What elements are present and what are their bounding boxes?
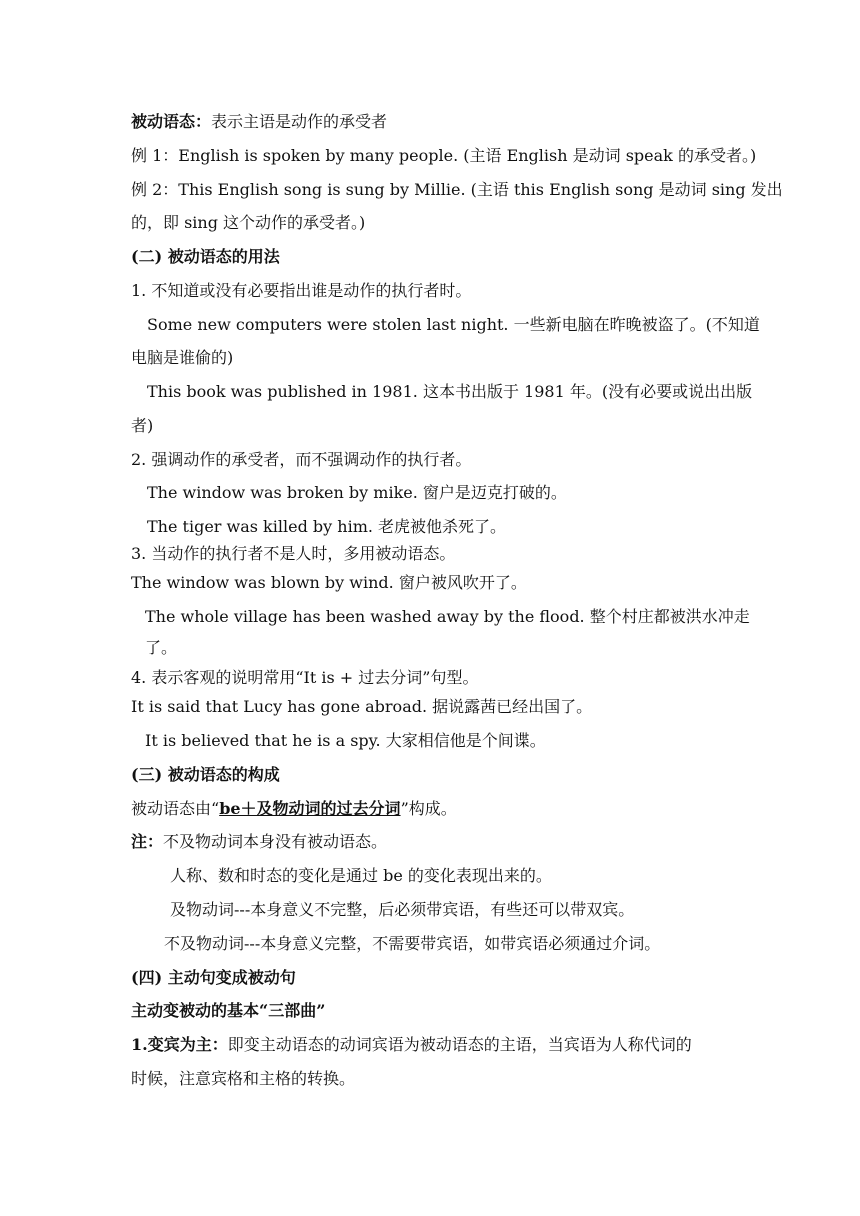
note-4: 不及物动词---本身意义完整，不需要带宾语，如带宾语必须通过介词。 xyxy=(164,934,661,953)
step-1-text: 即变主动语态的动词宾语为被动语态的主语，当宾语为人称代词的 xyxy=(227,1035,692,1054)
note-3: 及物动词---本身意义不完整，后必须带宾语，有些还可以带双宾。 xyxy=(170,900,635,919)
usage-3-example-1: The window was blown by wind. 窗户被风吹开了。 xyxy=(131,573,527,592)
step-1-line-2: 时候，注意宾格和主格的转换。 xyxy=(131,1069,356,1088)
usage-2: 2. 强调动作的承受者，而不强调动作的执行者。 xyxy=(131,450,472,469)
usage-2-example-1: The window was broken by mike. 窗户是迈克打破的。 xyxy=(147,483,567,502)
note-2: 人称、数和时态的变化是通过 be 的变化表现出来的。 xyxy=(170,866,552,885)
section-2-title: (二) 被动语态的用法 xyxy=(131,247,280,266)
definition-title: 被动语态： xyxy=(131,112,212,131)
note-text: 不及物动词本身没有被动语态。 xyxy=(163,832,388,851)
definition-line xyxy=(131,111,731,133)
note-label: 注： xyxy=(131,832,164,851)
usage-1-example-2-line-1: This book was published in 1981. 这本书出版于 1981 年。(没有必要或说出出版 xyxy=(147,382,753,401)
example-1: 例 1：English is spoken by many people. (主语 English 是动词 speak 的承受者。) xyxy=(131,146,757,165)
step-1-label: 1.变宾为主： xyxy=(131,1035,228,1054)
formation-prefix: 被动语态由“ xyxy=(131,799,220,818)
example-2-line-1: 例 2：This English song is sung by Millie. (主语 this English song 是动词 sing 发出 xyxy=(131,180,783,199)
formation-suffix: ”构成。 xyxy=(400,799,457,818)
usage-4-example-1: It is said that Lucy has gone abroad. 据说露茜已经出国了。 xyxy=(131,697,593,716)
formation-line xyxy=(131,798,731,820)
usage-4-example-2: It is believed that he is a spy. 大家相信他是个间谍。 xyxy=(145,731,546,750)
example-2-line-2: 的，即 sing 这个动作的承受者。) xyxy=(131,213,366,232)
usage-1-example-2-line-2: 者) xyxy=(131,416,154,435)
usage-3-example-2-line-2: 了。 xyxy=(145,638,178,657)
usage-1-example-1-line-2: 电脑是谁偷的) xyxy=(131,348,234,367)
definition-text: 表示主语是动作的承受者 xyxy=(211,112,388,131)
steps-title: 主动变被动的基本“三部曲” xyxy=(131,1001,326,1020)
note-line xyxy=(131,831,731,853)
usage-4: 4. 表示客观的说明常用“It is + 过去分词”句型。 xyxy=(131,668,479,687)
usage-3-example-2-line-1: The whole village has been washed away by the flood. 整个村庄都被洪水冲走 xyxy=(145,607,750,626)
usage-2-example-2: The tiger was killed by him. 老虎被他杀死了。 xyxy=(147,517,507,536)
step-1-line-1 xyxy=(131,1034,731,1056)
section-4-title: (四) 主动句变成被动句 xyxy=(131,968,296,987)
formation-key-term: be＋及物动词的过去分词 xyxy=(219,799,401,818)
usage-3: 3. 当动作的执行者不是人时，多用被动语态。 xyxy=(131,544,456,563)
usage-1-example-1-line-1: Some new computers were stolen last night. 一些新电脑在昨晚被盗了。(不知道 xyxy=(147,315,760,334)
section-3-title: (三) 被动语态的构成 xyxy=(131,765,280,784)
usage-1: 1. 不知道或没有必要指出谁是动作的执行者时。 xyxy=(131,281,472,300)
